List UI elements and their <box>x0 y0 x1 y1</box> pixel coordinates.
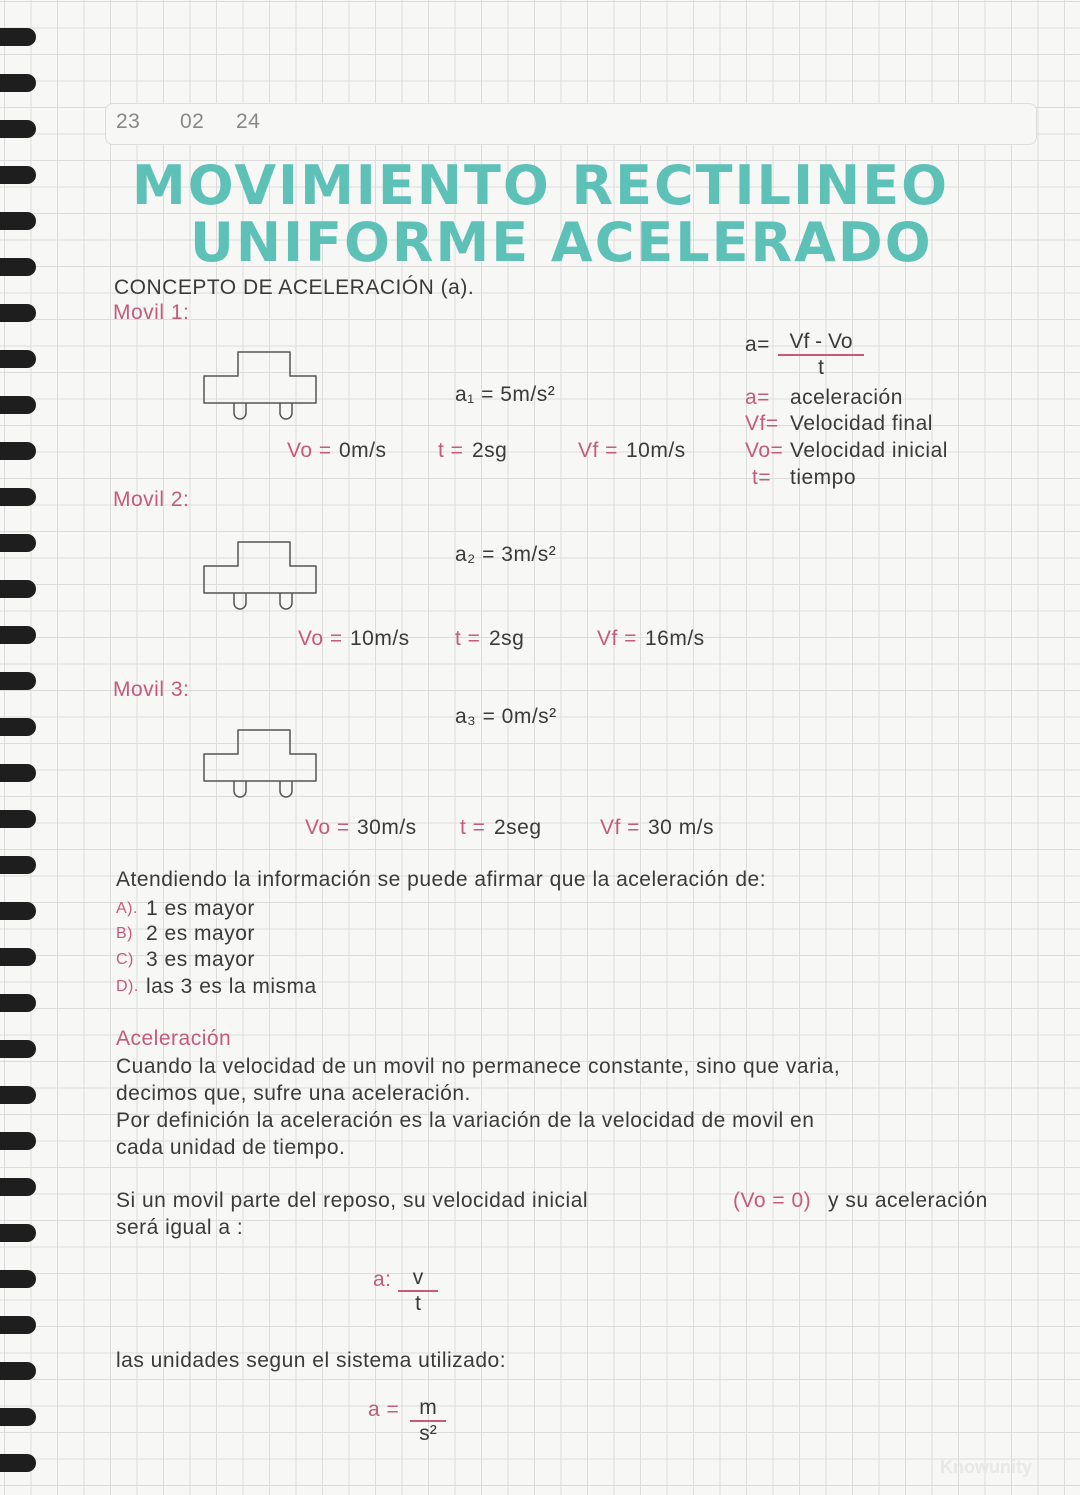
date-month: 02 <box>180 110 205 133</box>
spiral-ring <box>0 718 36 736</box>
legend-text: tiempo <box>790 466 857 489</box>
t-label: t = <box>460 816 486 839</box>
watermark-logo: Knowunity <box>940 1457 1032 1477</box>
spiral-ring <box>0 1086 36 1104</box>
car-drawing-icon <box>200 726 320 806</box>
vo-value: 0m/s <box>339 439 387 462</box>
vo-value: 30m/s <box>357 816 417 839</box>
legend-text: Velocidad final <box>790 412 933 435</box>
section-heading: Aceleración <box>116 1027 232 1050</box>
spiral-ring <box>0 1316 36 1334</box>
legend-symbol: Vf= <box>745 412 779 435</box>
car-drawing-icon <box>200 538 320 618</box>
t-value: 2seg <box>494 816 542 839</box>
spiral-ring <box>0 120 36 138</box>
spiral-ring <box>0 626 36 644</box>
t-value: 2sg <box>489 627 525 650</box>
movil-label: Movil 3: <box>113 678 190 701</box>
spiral-ring <box>0 580 36 598</box>
vf-label: Vf = <box>597 627 637 650</box>
legend-symbol: t= <box>752 466 772 489</box>
spiral-ring <box>0 1408 36 1426</box>
spiral-ring <box>0 672 36 690</box>
formula2-lhs: a: <box>373 1268 392 1291</box>
spiral-ring <box>0 856 36 874</box>
formula2-fraction <box>398 1266 438 1316</box>
vf-label: Vf = <box>600 816 640 839</box>
spiral-ring <box>0 212 36 230</box>
option-key: A). <box>116 900 138 917</box>
vf-label: Vf = <box>578 439 618 462</box>
spiral-ring <box>0 1270 36 1288</box>
question-text: Atendiendo la información se puede afirmar que la aceleración de: <box>116 868 767 891</box>
vo-label: Vo = <box>287 439 332 462</box>
option-key: C) <box>116 951 134 968</box>
spiral-ring <box>0 994 36 1012</box>
spiral-ring <box>0 166 36 184</box>
units-text: las unidades segun el sistema utilizado: <box>116 1349 507 1372</box>
spiral-ring <box>0 1224 36 1242</box>
formula3-numerator: m <box>410 1396 446 1422</box>
option-text: 1 es mayor <box>146 897 255 920</box>
option-key: B) <box>116 925 133 942</box>
rest-condition: (Vo = 0) <box>733 1189 812 1212</box>
spiral-ring <box>0 74 36 92</box>
spiral-ring <box>0 396 36 414</box>
option-text: las 3 es la misma <box>146 975 317 998</box>
vo-label: Vo = <box>298 627 343 650</box>
option-key: D). <box>116 978 139 995</box>
rest-text-a: Si un movil parte del reposo, su velocidad inicial <box>116 1189 589 1212</box>
spiral-ring <box>0 258 36 276</box>
car-drawing-icon <box>200 348 320 428</box>
spiral-ring <box>0 1454 36 1472</box>
option-text: 3 es mayor <box>146 948 255 971</box>
formula-fraction <box>778 330 864 380</box>
legend-text: Velocidad inicial <box>790 439 948 462</box>
movil-label: Movil 1: <box>113 301 190 324</box>
date-day: 23 <box>116 110 141 133</box>
title-line2: UNIFORME ACELERADO <box>190 211 933 274</box>
date-year: 24 <box>236 110 261 133</box>
formula-numerator: Vf - Vo <box>778 330 864 356</box>
paragraph-line: Por definición la aceleración es la variación de la velocidad de movil en <box>116 1109 815 1132</box>
rest-text-c: será igual a : <box>116 1216 244 1239</box>
spiral-ring <box>0 1132 36 1150</box>
spiral-ring <box>0 534 36 552</box>
formula2-numerator: v <box>398 1266 438 1292</box>
spiral-ring <box>0 902 36 920</box>
paragraph-line: decimos que, sufre una aceleración. <box>116 1082 471 1105</box>
acceleration-value: a₃ = 0m/s² <box>455 705 557 728</box>
vf-value: 30 m/s <box>648 816 715 839</box>
vo-value: 10m/s <box>350 627 410 650</box>
spiral-ring <box>0 1178 36 1196</box>
spiral-ring <box>0 442 36 460</box>
formula3-fraction <box>410 1396 446 1446</box>
vo-label: Vo = <box>305 816 350 839</box>
spiral-ring <box>0 948 36 966</box>
vf-value: 10m/s <box>626 439 686 462</box>
formula3-lhs: a = <box>368 1398 400 1421</box>
vf-value: 16m/s <box>645 627 705 650</box>
movil-label: Movil 2: <box>113 488 190 511</box>
legend-symbol: Vo= <box>745 439 784 462</box>
legend-text: aceleración <box>790 386 903 409</box>
spiral-ring <box>0 28 36 46</box>
t-label: t = <box>438 439 464 462</box>
acceleration-value: a₂ = 3m/s² <box>455 543 557 566</box>
paragraph-line: cada unidad de tiempo. <box>116 1136 346 1159</box>
concept-heading: CONCEPTO DE ACELERACIÓN (a). <box>114 276 475 299</box>
formula-denominator: t <box>818 356 824 379</box>
option-text: 2 es mayor <box>146 922 255 945</box>
spiral-ring <box>0 350 36 368</box>
formula3-denominator: s² <box>419 1422 437 1445</box>
t-label: t = <box>455 627 481 650</box>
rest-text-b: y su aceleración <box>828 1189 988 1212</box>
spiral-ring <box>0 1040 36 1058</box>
spiral-ring <box>0 488 36 506</box>
spiral-ring <box>0 764 36 782</box>
paragraph-line: Cuando la velocidad de un movil no permanece constante, sino que varia, <box>116 1055 841 1078</box>
spiral-ring <box>0 810 36 828</box>
spiral-ring <box>0 304 36 322</box>
formula-lhs: a= <box>745 333 770 356</box>
spiral-ring <box>0 1362 36 1380</box>
formula2-denominator: t <box>415 1292 421 1315</box>
t-value: 2sg <box>472 439 508 462</box>
legend-symbol: a= <box>745 386 770 409</box>
title-line1: MOVIMIENTO RECTILINEO <box>132 154 950 217</box>
acceleration-value: a₁ = 5m/s² <box>455 383 556 406</box>
